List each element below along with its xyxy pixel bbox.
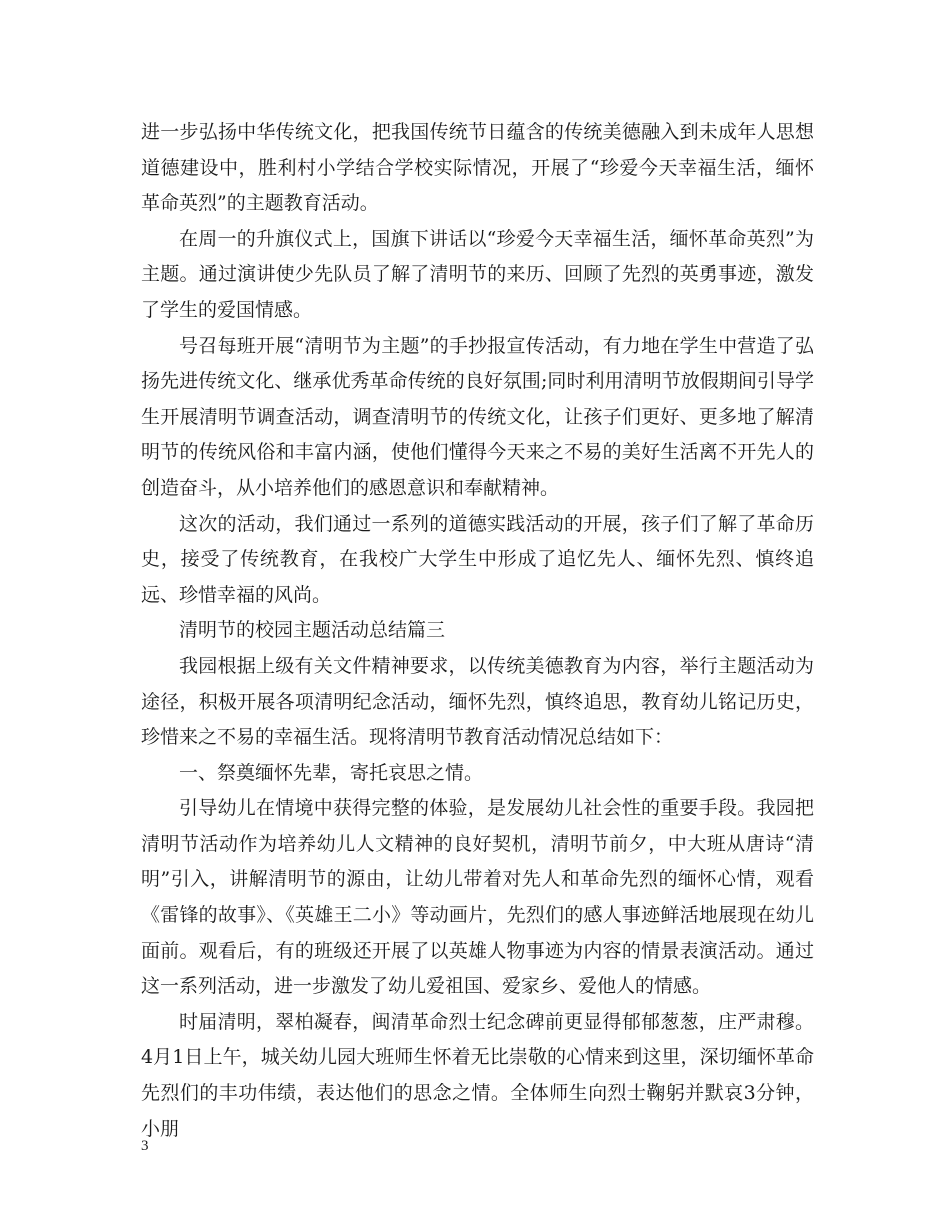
paragraph-4: 这次的活动，我们通过一系列的道德实践活动的开展，孩子们了解了革命历史，接受了传统教育，在我校广大学生中形成了追忆先人、缅怀先烈、慎终追远、珍惜幸福的风尚。 [141,512,814,606]
paragraph-7: 时届清明，翠柏凝春，闽清革命烈士纪念碑前更显得郁郁葱葱，庄严肃穆。4月1日上午，城关幼儿园大班师生怀着无比崇敬的心情来到这里，深切缅怀革命先烈们的丰功伟绩，表达他们的思念之情。全体师生向烈士鞠躬并默哀3分钟，小朋 [141,1010,814,1140]
section-heading: 清明节的校园主题活动总结篇三 [179,619,446,642]
paragraph-1: 进一步弘扬中华传统文化，把我国传统节日蕴含的传统美德融入到未成年人思想道德建设中，胜利村小学结合学校实际情况，开展了“珍爱今天幸福生活，缅怀革命英烈”的主题教育活动。 [141,121,814,215]
subheading-1: 一、祭奠缅怀先辈，寄托哀思之情。 [179,761,484,784]
paragraph-3: 号召每班开展“清明节为主题”的手抄报宣传活动，有力地在学生中营造了弘扬先进传统文化、继承优秀革命传统的良好氛围;同时利用清明节放假期间引导学生开展清明节调查活动，调查清明节的传统文化，让孩子们更好、更多地了解清明节的传统风俗和丰富内涵，使他们懂得今天来之不易的美好生活离不开先人的创造奋斗，从小培养他们的感恩意识和奉献精神。 [141,334,814,499]
paragraph-6: 引导幼儿在情境中获得完整的体验，是发展幼儿社会性的重要手段。我园把清明节活动作为培养幼儿人文精神的良好契机，清明节前夕，中大班从唐诗“清明”引入，讲解清明节的源由，让幼儿带着对先人和革命先烈的缅怀心情，观看《雷锋的故事》、《英雄王二小》等动画片，先烈们的感人事迹鲜活地展现在幼儿面前。观看后，有的班级还开展了以英雄人物事迹为内容的情景表演活动。通过这一系列活动，进一步激发了幼儿爱祖国、爱家乡、爱他人的情感。 [141,797,814,998]
paragraph-2: 在周一的升旗仪式上，国旗下讲话以“珍爱今天幸福生活，缅怀革命英烈”为主题。通过演讲使少先队员了解了清明节的来历、回顾了先烈的英勇事迹，激发了学生的爱国情感。 [141,227,814,321]
paragraph-5: 我园根据上级有关文件精神要求，以传统美德教育为内容，举行主题活动为途径，积极开展各项清明纪念活动，缅怀先烈，慎终追思，教育幼儿铭记历史，珍惜来之不易的幸福生活。现将清明节教育活动情况总结如下： [141,654,814,749]
page-number: 3 [141,1138,149,1154]
document-body [141,115,814,1147]
